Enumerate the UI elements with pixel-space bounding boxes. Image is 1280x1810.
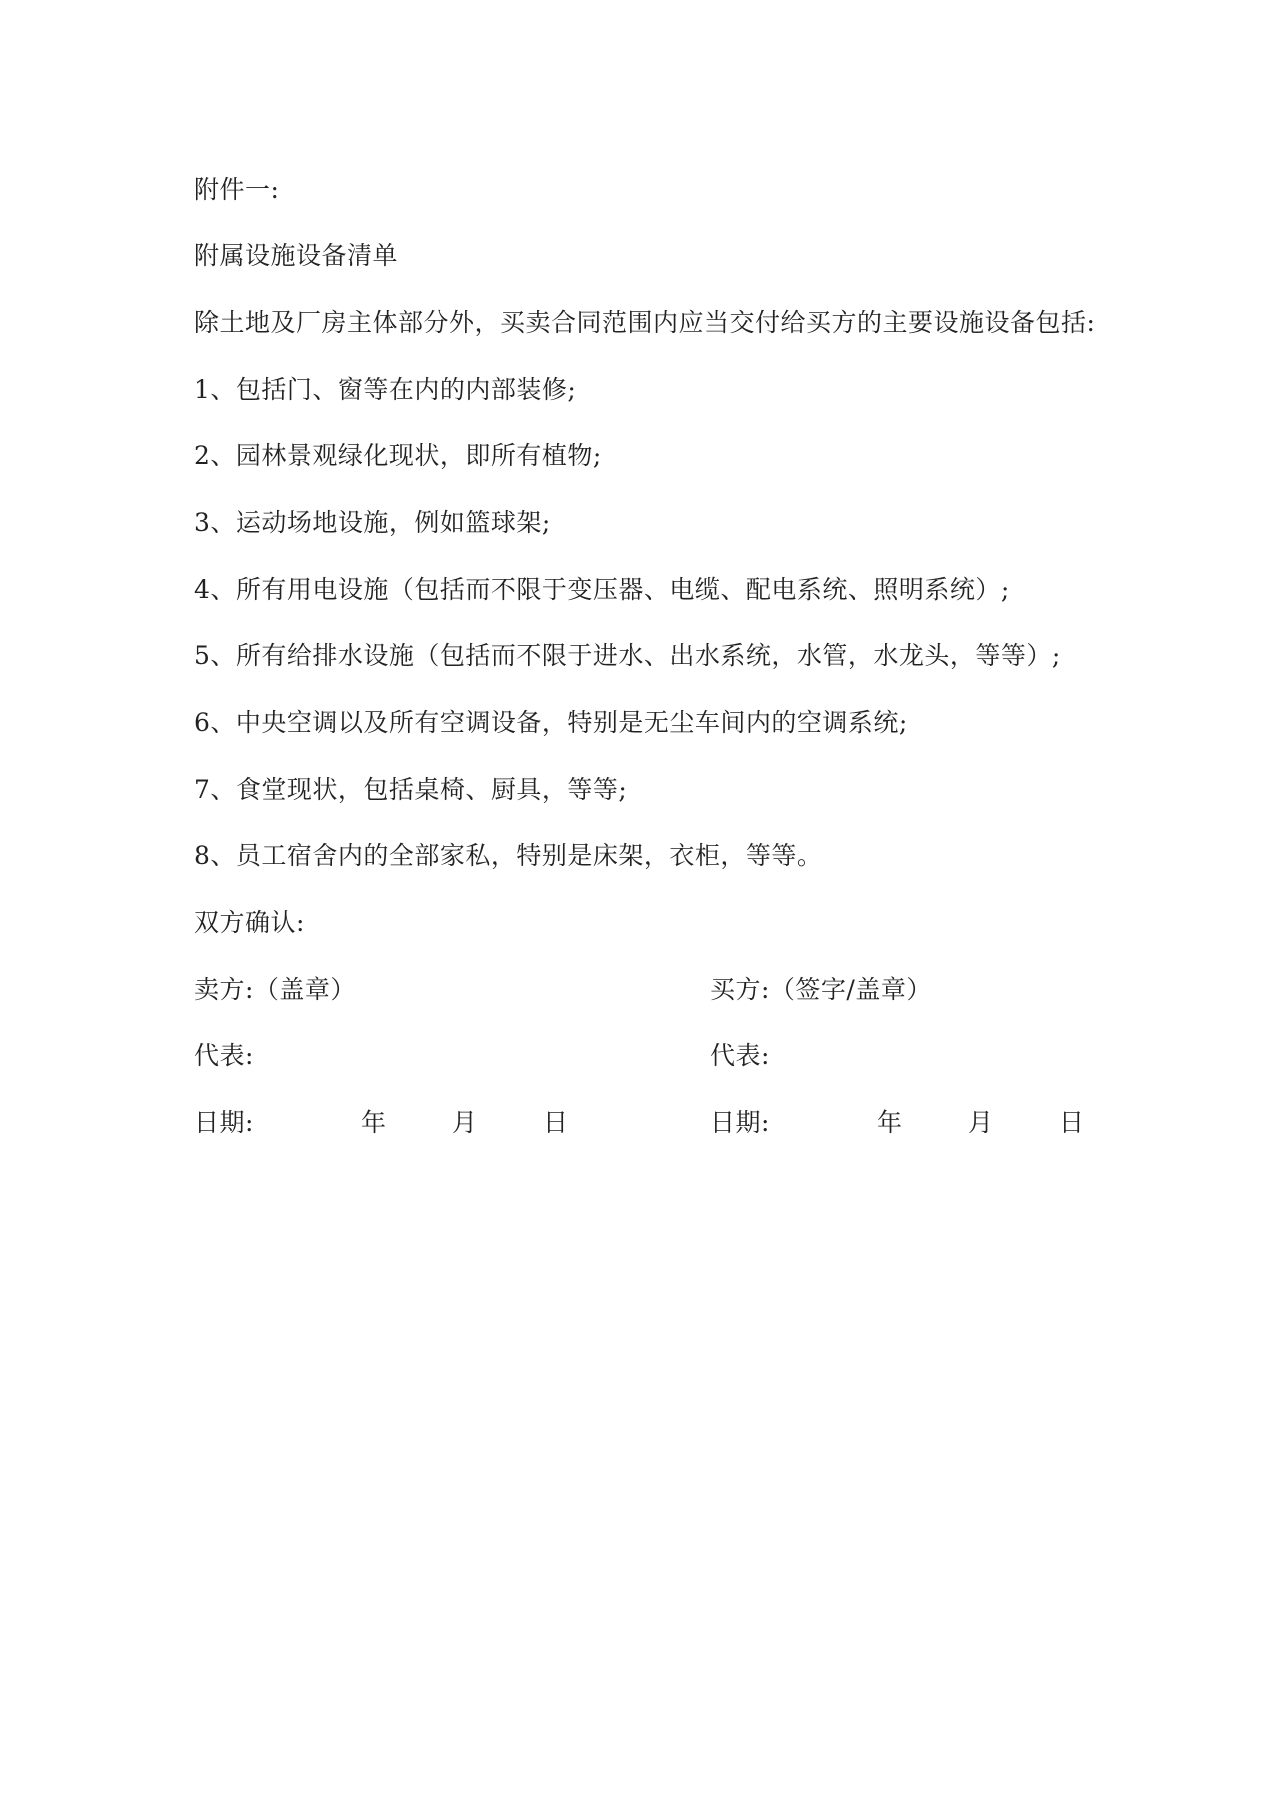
buyer-day-label: 日 [1059,1108,1085,1137]
seller-month-label: 月 [452,1108,478,1137]
buyer-date-label: 日期: [710,1108,770,1137]
buyer-year-label: 年 [877,1108,903,1137]
list-item: 1、包括门、窗等在内的内部装修; [194,375,577,404]
list-item: 7、食堂现状，包括桌椅、厨具，等等; [194,775,628,804]
list-item: 6、中央空调以及所有空调设备，特别是无尘车间内的空调系统; [194,708,908,737]
buyer-party-label: 买方:（签字/盖章） [710,975,932,1004]
seller-day-label: 日 [543,1108,569,1137]
intro-paragraph: 除土地及厂房主体部分外，买卖合同范围内应当交付给买方的主要设施设备包括: [194,308,1096,337]
document-title: 附属设施设备清单 [194,241,399,270]
buyer-rep-label: 代表: [710,1041,770,1070]
list-item: 2、园林景观绿化现状，即所有植物; [194,441,602,470]
list-item: 3、运动场地设施，例如篮球架; [194,508,551,537]
buyer-month-label: 月 [968,1108,994,1137]
list-item: 5、所有给排水设施（包括而不限于进水、出水系统，水管，水龙头，等等）; [194,641,1061,670]
seller-rep-label: 代表: [194,1041,254,1070]
attachment-label: 附件一: [194,175,280,204]
seller-date-label: 日期: [194,1108,254,1137]
list-item: 8、员工宿舍内的全部家私，特别是床架，衣柜，等等。 [194,841,823,870]
seller-party-label: 卖方:（盖章） [194,975,356,1004]
confirm-label: 双方确认: [194,908,305,937]
list-item: 4、所有用电设施（包括而不限于变压器、电缆、配电系统、照明系统）; [194,575,1010,604]
seller-year-label: 年 [361,1108,387,1137]
